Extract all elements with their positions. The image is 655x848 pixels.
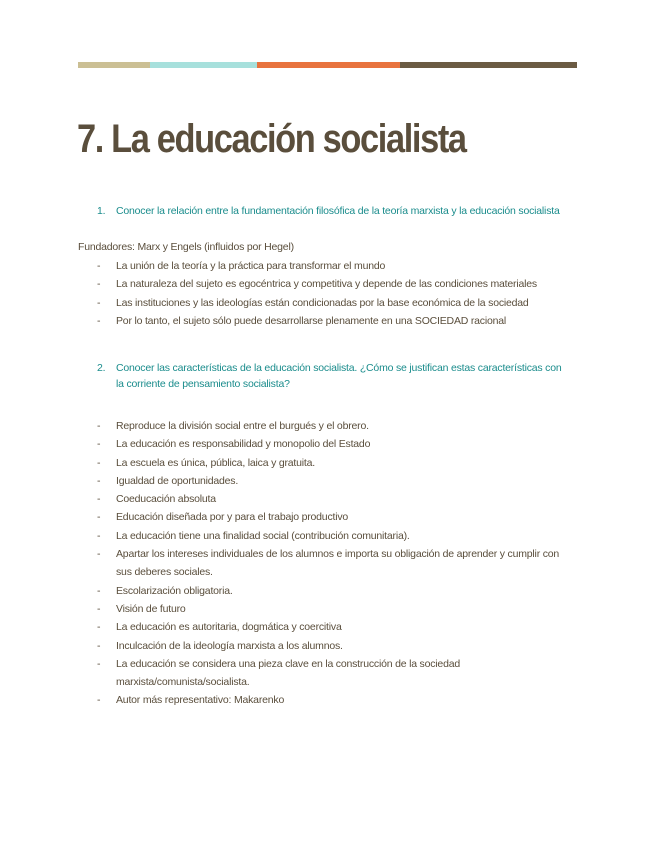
list-item — [97, 582, 577, 600]
bullet-dash: - — [97, 278, 101, 291]
list-item-text: La educación es responsabilidad y monopolio del Estado — [116, 438, 371, 451]
list-item-text: Coeducación absoluta — [116, 493, 216, 506]
list-item — [97, 275, 577, 293]
section-2-bullet-list — [97, 417, 577, 710]
list-item-text: Las instituciones y las ideologías están condicionadas por la base económica de la sociedad — [116, 296, 529, 309]
list-item — [97, 508, 577, 526]
bullet-dash: - — [97, 260, 101, 272]
color-bar-segment-brown — [400, 62, 577, 68]
color-bar-segment-aqua — [150, 62, 257, 68]
list-item — [97, 637, 577, 655]
list-item — [97, 472, 577, 490]
bullet-dash: - — [97, 602, 101, 615]
list-item — [97, 600, 577, 618]
list-item-text: Escolarización obligatoria. — [116, 584, 233, 597]
section-2-heading-text: Conocer las características de la educación socialista. ¿Cómo se justifican estas características con la corriente de pensamiento socialista? — [116, 362, 562, 390]
list-item — [97, 417, 577, 435]
bullet-dash: - — [97, 548, 101, 561]
list-item — [97, 655, 577, 692]
list-item — [97, 545, 577, 582]
section-1-number: 1. — [97, 205, 106, 217]
list-item — [97, 312, 577, 330]
color-bar-segment-orange — [257, 62, 400, 68]
founders-line: Fundadores: Marx y Engels (influidos por Hegel) — [78, 241, 294, 253]
list-item — [97, 257, 577, 275]
list-item-text: Reproduce la división social entre el burgués y el obrero. — [116, 420, 369, 432]
bullet-dash: - — [97, 584, 101, 597]
bullet-dash: - — [97, 694, 101, 707]
section-2-number: 2. — [97, 362, 106, 374]
list-item — [97, 691, 577, 709]
list-item — [97, 454, 577, 472]
list-item-text: La naturaleza del sujeto es egocéntrica y competitiva y depende de las condiciones materiales — [116, 278, 537, 291]
list-item — [97, 435, 577, 453]
list-item-text: Visión de futuro — [116, 602, 186, 615]
list-item-text: Inculcación de la ideología marxista a los alumnos. — [116, 639, 343, 652]
list-item-text: Apartar los intereses individuales de los alumnos e importa su obligación de aprender y cumplir con sus deberes sociales. — [116, 548, 560, 579]
list-item-text: La educación es autoritaria, dogmática y coercitiva — [116, 621, 342, 634]
bullet-dash: - — [97, 639, 101, 652]
list-item-text: Educación diseñada por y para el trabajo productivo — [116, 511, 349, 524]
list-item — [97, 294, 577, 312]
color-bar-segment-tan — [78, 62, 150, 68]
bullet-dash: - — [97, 657, 101, 670]
bullet-dash: - — [97, 511, 101, 524]
section-2-heading — [97, 360, 567, 392]
list-item-text: Autor más representativo: Makarenko — [116, 694, 285, 707]
list-item-text: Por lo tanto, el sujeto sólo puede desarrollarse plenamente en una SOCIEDAD racional — [116, 314, 507, 327]
section-1-bullet-list — [97, 257, 577, 330]
section-1-heading-text: Conocer la relación entre la fundamentación filosófica de la teoría marxista y la educación socialista — [116, 205, 560, 217]
bullet-dash: - — [97, 296, 101, 309]
bullet-dash: - — [97, 314, 101, 327]
bullet-dash: - — [97, 438, 101, 451]
list-item-text: La unión de la teoría y la práctica para transformar el mundo — [116, 260, 386, 272]
list-item-text: La educación se considera una pieza clave en la construcción de la sociedad marxista/comunista/socialista. — [116, 657, 460, 689]
bullet-dash: - — [97, 529, 101, 542]
list-item-text: Igualdad de oportunidades. — [116, 474, 239, 487]
list-item-text: La escuela es única, pública, laica y gratuita. — [116, 456, 315, 469]
bullet-dash: - — [97, 621, 101, 634]
bullet-dash: - — [97, 420, 101, 432]
list-item — [97, 618, 577, 636]
bullet-dash: - — [97, 456, 101, 469]
bullet-dash: - — [97, 493, 101, 506]
list-item — [97, 527, 577, 545]
list-item — [97, 490, 577, 508]
bullet-dash: - — [97, 474, 101, 487]
section-1-heading — [97, 203, 567, 219]
page-title: 7. La educación socialista — [77, 117, 466, 161]
decorative-color-bar — [78, 62, 577, 68]
list-item-text: La educación tiene una finalidad social (contribución comunitaria). — [116, 529, 410, 542]
